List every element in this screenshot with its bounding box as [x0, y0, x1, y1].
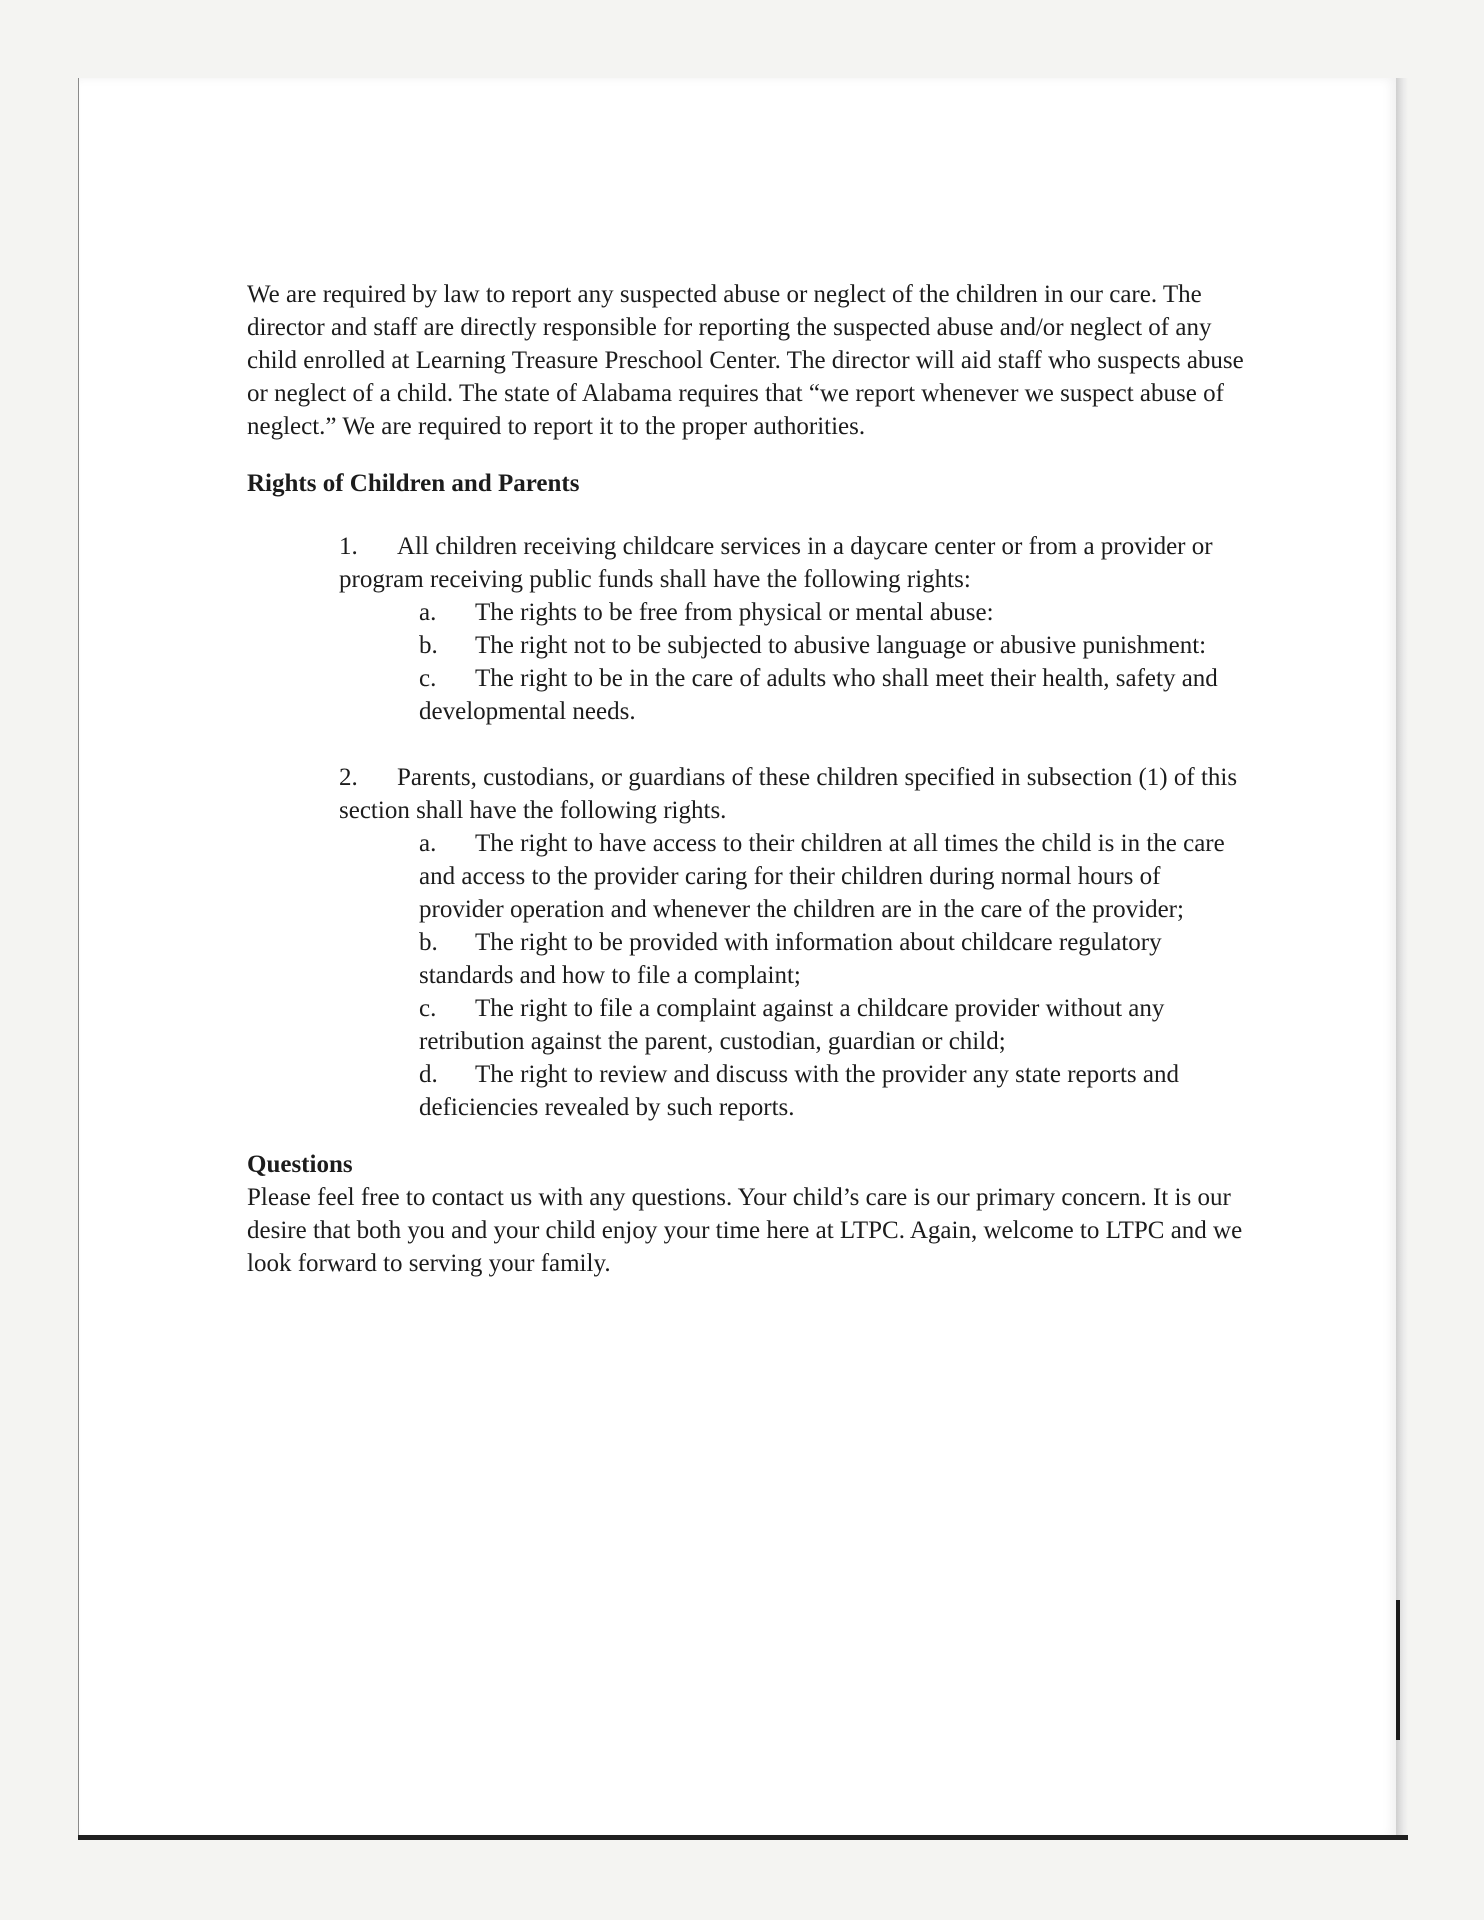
sub-list — [419, 827, 1239, 1124]
sub-list — [419, 596, 1239, 728]
scan-edge-shadow — [1396, 78, 1408, 1838]
sub-item-text: The right to review and discuss with the provider any state reports and deficiencies revealed by such reports. — [419, 1061, 1179, 1121]
item-number: 1. — [339, 533, 358, 560]
rights-item-2 — [339, 761, 1239, 1124]
rights-item-1 — [339, 530, 1239, 728]
sub-item-letter: b. — [419, 632, 438, 659]
list-item — [339, 530, 1239, 596]
sub-item — [419, 926, 1239, 992]
sub-item — [419, 596, 1239, 629]
document-content — [247, 278, 1247, 1280]
sub-item-letter: c. — [419, 995, 437, 1022]
sub-item-text: The right to be in the care of adults who shall meet their health, safety and developmental needs. — [419, 665, 1218, 725]
sub-item-text: The right to be provided with information about childcare regulatory standards and how to file a complaint; — [419, 929, 1162, 989]
sub-item — [419, 1058, 1239, 1124]
sub-item-text: The right to have access to their children at all times the child is in the care and access to the provider caring for their children during normal hours of provider operation and whenever the children are in the care of the provider; — [419, 830, 1225, 923]
sub-item — [419, 992, 1239, 1058]
rights-heading: Rights of Children and Parents — [247, 470, 580, 497]
sub-item-text: The rights to be free from physical or mental abuse: — [475, 599, 994, 626]
scan-edge-mark — [1396, 1600, 1400, 1740]
questions-paragraph: Please feel free to contact us with any questions. Your child’s care is our primary concern. It is our desire that both you and your child enjoy your time here at LTPC. Again, welcome to LTPC and we look forward to serving your family. — [247, 1184, 1243, 1277]
rights-list — [339, 530, 1239, 1124]
sub-item — [419, 662, 1239, 728]
sub-item — [419, 629, 1239, 662]
item-number: 2. — [339, 764, 358, 791]
sub-item-letter: a. — [419, 599, 437, 626]
intro-paragraph: We are required by law to report any suspected abuse or neglect of the children in our care. The director and staff are directly responsible for reporting the suspected abuse and/or neglect of any child enrolled at Learning Treasure Preschool Center. The director will aid staff who suspects abuse or neglect of a child. The state of Alabama requires that “we report whenever we suspect abuse of neglect.” We are required to report it to the proper authorities. — [247, 281, 1244, 440]
sub-item-letter: c. — [419, 665, 437, 692]
list-item — [339, 761, 1239, 827]
sub-item-letter: d. — [419, 1061, 438, 1088]
sub-item — [419, 827, 1239, 926]
sub-item-text: The right to file a complaint against a childcare provider without any retribution against the parent, custodian, guardian or child; — [419, 995, 1165, 1055]
sub-item-text: The right not to be subjected to abusive language or abusive punishment: — [475, 632, 1207, 659]
sub-item-letter: a. — [419, 830, 437, 857]
item-text: All children receiving childcare services in a daycare center or from a provider or program receiving public funds shall have the following rights: — [339, 533, 1213, 593]
questions-heading: Questions — [247, 1151, 353, 1178]
scan-bottom-edge — [78, 1835, 1408, 1840]
sub-item-letter: b. — [419, 929, 438, 956]
item-text: Parents, custodians, or guardians of these children specified in subsection (1) of this section shall have the following rights. — [339, 764, 1238, 824]
